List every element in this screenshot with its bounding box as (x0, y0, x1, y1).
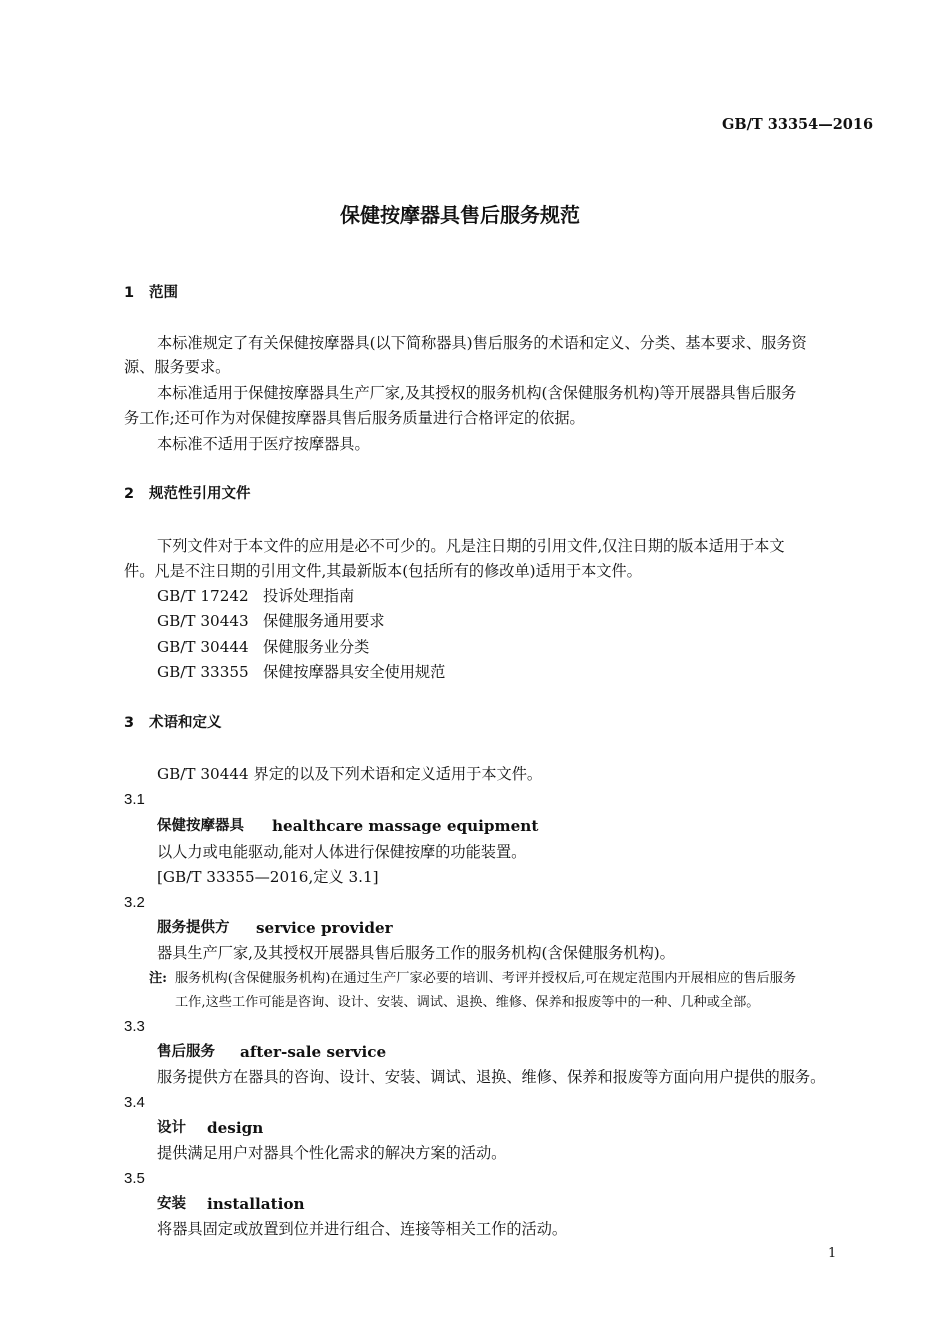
paragraph-line: 源、服务要求。 (124, 358, 231, 376)
document-title: 保健按摩器具售后服务规范 (340, 203, 580, 227)
section-1-number: 1 (124, 285, 135, 301)
term-definition: 将器具固定或放置到位并进行组合、连接等相关工作的活动。 (157, 1220, 568, 1238)
reference-name: 保健服务通用要求 (263, 612, 385, 630)
section-2-number: 2 (124, 486, 135, 502)
paragraph-line: 件。凡是不注日期的引用文件,其最新版本(包括所有的修改单)适用于本文件。 (124, 562, 642, 580)
paragraph-line: 本标准适用于保健按摩器具生产厂家,及其授权的服务机构(含保健服务机构)等开展器具售后服务 (157, 384, 797, 402)
term-zh: 设计 (157, 1120, 186, 1136)
term-number: 3.4 (124, 1094, 145, 1111)
term-zh: 服务提供方 (157, 920, 230, 936)
section-3-title: 术语和定义 (149, 715, 222, 731)
reference-name: 保健按摩器具安全使用规范 (263, 663, 446, 681)
term-en: installation (207, 1195, 305, 1213)
term-en: service provider (256, 919, 393, 937)
term-definition: 提供满足用户对器具个性化需求的解决方案的活动。 (157, 1144, 507, 1162)
section-3-number: 3 (124, 715, 135, 731)
term-en: after-sale service (240, 1043, 387, 1061)
standard-number: GB/T 33354—2016 (722, 116, 874, 133)
term-zh: 保健按摩器具 (157, 818, 244, 834)
term-definition: 器具生产厂家,及其授权开展器具售后服务工作的服务机构(含保健服务机构)。 (157, 944, 675, 962)
term-definition: 服务提供方在器具的咨询、设计、安装、调试、退换、维修、保养和报废等方面向用户提供的服务。 (157, 1068, 826, 1086)
reference-code: GB/T 17242 (157, 587, 249, 605)
term-zh: 安装 (157, 1196, 186, 1212)
page-number: 1 (828, 1246, 837, 1261)
term-en: design (207, 1119, 264, 1137)
paragraph-line: 务工作;还可作为对保健按摩器具售后服务质量进行合格评定的依据。 (124, 409, 585, 427)
term-number: 3.5 (124, 1170, 145, 1187)
term-number: 3.2 (124, 894, 145, 911)
paragraph-line: 下列文件对于本文件的应用是必不可少的。凡是注日期的引用文件,仅注日期的版本适用于本文 (157, 537, 785, 555)
term-en: healthcare massage equipment (272, 817, 539, 835)
paragraph-line: 本标准规定了有关保健按摩器具(以下简称器具)售后服务的术语和定义、分类、基本要求、服务资 (157, 334, 807, 352)
note-label: 注: (149, 971, 168, 986)
note-line: 工作,这些工作可能是咨询、设计、安装、调试、退换、维修、保养和报废等中的一种、几种或全部。 (175, 995, 760, 1010)
reference-code: GB/T 33355 (157, 663, 249, 681)
reference-name: 投诉处理指南 (263, 587, 355, 605)
section-1-title: 范围 (149, 285, 178, 301)
term-source: [GB/T 33355—2016,定义 3.1] (157, 868, 379, 886)
paragraph-line: 本标准不适用于医疗按摩器具。 (157, 435, 370, 453)
term-definition: 以人力或电能驱动,能对人体进行保健按摩的功能装置。 (157, 843, 527, 861)
reference-name: 保健服务业分类 (263, 638, 370, 656)
paragraph-line: GB/T 30444 界定的以及下列术语和定义适用于本文件。 (157, 765, 543, 783)
section-2-title: 规范性引用文件 (149, 486, 251, 502)
term-number: 3.3 (124, 1018, 145, 1035)
term-number: 3.1 (124, 791, 145, 808)
term-zh: 售后服务 (157, 1044, 215, 1060)
reference-code: GB/T 30443 (157, 612, 249, 630)
reference-code: GB/T 30444 (157, 638, 249, 656)
note-line: 服务机构(含保健服务机构)在通过生产厂家必要的培训、考评并授权后,可在规定范围内开展相应的售后服务 (175, 971, 797, 986)
